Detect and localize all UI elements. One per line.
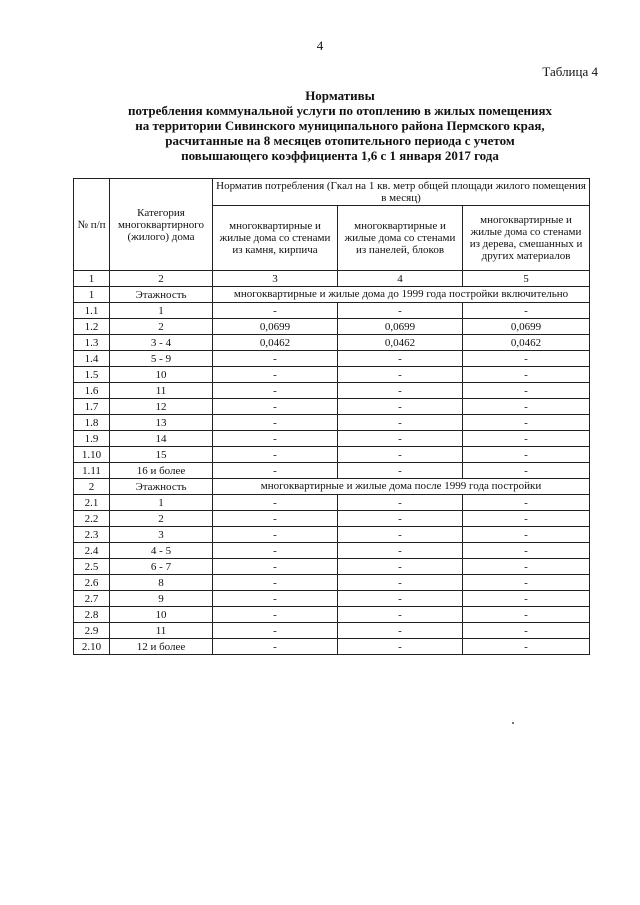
column-number: 4 — [338, 271, 463, 287]
row-num: 2.6 — [74, 575, 110, 591]
row-value: - — [463, 399, 590, 415]
row-category: 8 — [110, 575, 213, 591]
row-value: - — [338, 591, 463, 607]
section-name: Этажность — [110, 479, 213, 495]
row-value: - — [213, 303, 338, 319]
row-num: 1.9 — [74, 431, 110, 447]
row-category: 15 — [110, 447, 213, 463]
row-value: 0,0462 — [213, 335, 338, 351]
row-category: 2 — [110, 511, 213, 527]
row-category: 14 — [110, 431, 213, 447]
row-value: 0,0699 — [338, 319, 463, 335]
table-row — [74, 527, 590, 543]
row-category: 1 — [110, 303, 213, 319]
row-value: - — [213, 351, 338, 367]
row-num: 1.6 — [74, 383, 110, 399]
row-value: 0,0699 — [463, 319, 590, 335]
row-value: - — [463, 447, 590, 463]
row-value: - — [463, 623, 590, 639]
table-row — [74, 335, 590, 351]
subheader-stone: многоквартирные и жилые дома со стенами из камня, кирпича — [213, 206, 338, 271]
row-value: 0,0462 — [338, 335, 463, 351]
table-row — [74, 623, 590, 639]
row-category: 13 — [110, 415, 213, 431]
row-category: 12 — [110, 399, 213, 415]
table-row — [74, 431, 590, 447]
row-value: - — [463, 511, 590, 527]
row-value: - — [338, 511, 463, 527]
row-value: - — [213, 527, 338, 543]
header-norm: Норматив потребления (Гкал на 1 кв. метр общей площади жилого помещения в месяц) — [213, 179, 590, 206]
column-number: 5 — [463, 271, 590, 287]
row-num: 2.7 — [74, 591, 110, 607]
table-row — [74, 591, 590, 607]
row-value: - — [463, 495, 590, 511]
table-row — [74, 495, 590, 511]
table-row — [74, 351, 590, 367]
row-value: - — [338, 447, 463, 463]
section-description: многоквартирные и жилые дома после 1999 года постройки — [213, 479, 590, 495]
table-label: Таблица 4 — [542, 64, 598, 79]
title-line: Нормативы — [305, 88, 375, 103]
row-category: 10 — [110, 367, 213, 383]
table-row — [74, 319, 590, 335]
row-num: 1.8 — [74, 415, 110, 431]
row-num: 2.5 — [74, 559, 110, 575]
row-value: - — [338, 415, 463, 431]
row-value: - — [213, 447, 338, 463]
row-num: 1.5 — [74, 367, 110, 383]
table-row — [74, 399, 590, 415]
row-num: 1.2 — [74, 319, 110, 335]
row-value: - — [463, 431, 590, 447]
row-value: - — [463, 463, 590, 479]
row-value: 0,0462 — [463, 335, 590, 351]
page-number: 4 — [316, 38, 324, 53]
row-value: - — [338, 527, 463, 543]
row-num: 2.4 — [74, 543, 110, 559]
norms-table — [73, 178, 590, 655]
row-value: - — [463, 607, 590, 623]
row-value: - — [338, 575, 463, 591]
row-value: - — [338, 367, 463, 383]
title-line: на территории Сивинского муниципального района Пермского края, — [135, 118, 545, 133]
row-category: 10 — [110, 607, 213, 623]
header-num: № п/п — [74, 179, 110, 271]
row-num: 1.3 — [74, 335, 110, 351]
row-value: - — [338, 639, 463, 655]
row-value: - — [338, 303, 463, 319]
row-num: 2.2 — [74, 511, 110, 527]
row-value: - — [338, 351, 463, 367]
row-value: - — [213, 431, 338, 447]
header-row — [74, 179, 590, 206]
scan-mark — [512, 722, 514, 724]
row-value: - — [213, 575, 338, 591]
table-row — [74, 447, 590, 463]
row-value: - — [463, 575, 590, 591]
row-category: 11 — [110, 623, 213, 639]
row-category: 9 — [110, 591, 213, 607]
norms-table-body — [74, 179, 590, 655]
table-row — [74, 415, 590, 431]
row-value: - — [213, 623, 338, 639]
row-value: - — [463, 591, 590, 607]
row-value: - — [463, 527, 590, 543]
row-category: 4 - 5 — [110, 543, 213, 559]
header-category: Категория многоквартирного (жилого) дома — [110, 179, 213, 271]
subheader-panel: многоквартирные и жилые дома со стенами из панелей, блоков — [338, 206, 463, 271]
table-row — [74, 463, 590, 479]
row-value: - — [338, 543, 463, 559]
row-num: 1.10 — [74, 447, 110, 463]
row-category: 3 - 4 — [110, 335, 213, 351]
row-value: 0,0699 — [213, 319, 338, 335]
row-num: 1.1 — [74, 303, 110, 319]
row-value: - — [213, 607, 338, 623]
table-row — [74, 575, 590, 591]
row-value: - — [213, 367, 338, 383]
row-value: - — [213, 399, 338, 415]
row-category: 2 — [110, 319, 213, 335]
subheader-wood: многоквартирные и жилые дома со стенами из дерева, смешанных и других материалов — [463, 206, 590, 271]
section-description: многоквартирные и жилые дома до 1999 года постройки включительно — [213, 287, 590, 303]
row-num: 2.1 — [74, 495, 110, 511]
table-row — [74, 543, 590, 559]
column-number: 2 — [110, 271, 213, 287]
row-category: 11 — [110, 383, 213, 399]
table-row — [74, 639, 590, 655]
table-row — [74, 383, 590, 399]
row-value: - — [213, 543, 338, 559]
row-value: - — [213, 591, 338, 607]
row-value: - — [338, 431, 463, 447]
title-line: расчитанные на 8 месяцев отопительного периода с учетом — [165, 133, 515, 148]
row-value: - — [213, 463, 338, 479]
row-num: 2.3 — [74, 527, 110, 543]
column-number-row — [74, 271, 590, 287]
row-value: - — [338, 559, 463, 575]
row-category: 6 - 7 — [110, 559, 213, 575]
row-value: - — [338, 383, 463, 399]
title-line: потребления коммунальной услуги по отоплению в жилых помещениях — [128, 103, 552, 118]
row-num: 2.10 — [74, 639, 110, 655]
row-num: 1.11 — [74, 463, 110, 479]
table-row — [74, 511, 590, 527]
row-category: 12 и более — [110, 639, 213, 655]
row-num: 2.8 — [74, 607, 110, 623]
row-value: - — [338, 607, 463, 623]
row-category: 1 — [110, 495, 213, 511]
section-row — [74, 287, 590, 303]
section-name: Этажность — [110, 287, 213, 303]
document-title — [40, 88, 640, 163]
row-value: - — [463, 351, 590, 367]
row-value: - — [463, 543, 590, 559]
row-value: - — [338, 399, 463, 415]
row-value: - — [463, 415, 590, 431]
row-category: 3 — [110, 527, 213, 543]
row-value: - — [338, 623, 463, 639]
row-num: 1.4 — [74, 351, 110, 367]
row-value: - — [213, 511, 338, 527]
table-row — [74, 367, 590, 383]
row-value: - — [463, 383, 590, 399]
row-value: - — [463, 559, 590, 575]
row-category: 16 и более — [110, 463, 213, 479]
row-value: - — [213, 415, 338, 431]
row-value: - — [338, 495, 463, 511]
section-num: 2 — [74, 479, 110, 495]
row-category: 5 - 9 — [110, 351, 213, 367]
row-num: 2.9 — [74, 623, 110, 639]
row-value: - — [463, 639, 590, 655]
title-line: повышающего коэффициента 1,6 с 1 января 2017 года — [181, 148, 499, 163]
column-number: 1 — [74, 271, 110, 287]
section-num: 1 — [74, 287, 110, 303]
row-value: - — [213, 559, 338, 575]
table-row — [74, 607, 590, 623]
section-row — [74, 479, 590, 495]
row-value: - — [213, 495, 338, 511]
row-value: - — [338, 463, 463, 479]
row-value: - — [213, 383, 338, 399]
table-row — [74, 559, 590, 575]
table-row — [74, 303, 590, 319]
row-value: - — [213, 639, 338, 655]
row-value: - — [463, 303, 590, 319]
row-num: 1.7 — [74, 399, 110, 415]
column-number: 3 — [213, 271, 338, 287]
row-value: - — [463, 367, 590, 383]
